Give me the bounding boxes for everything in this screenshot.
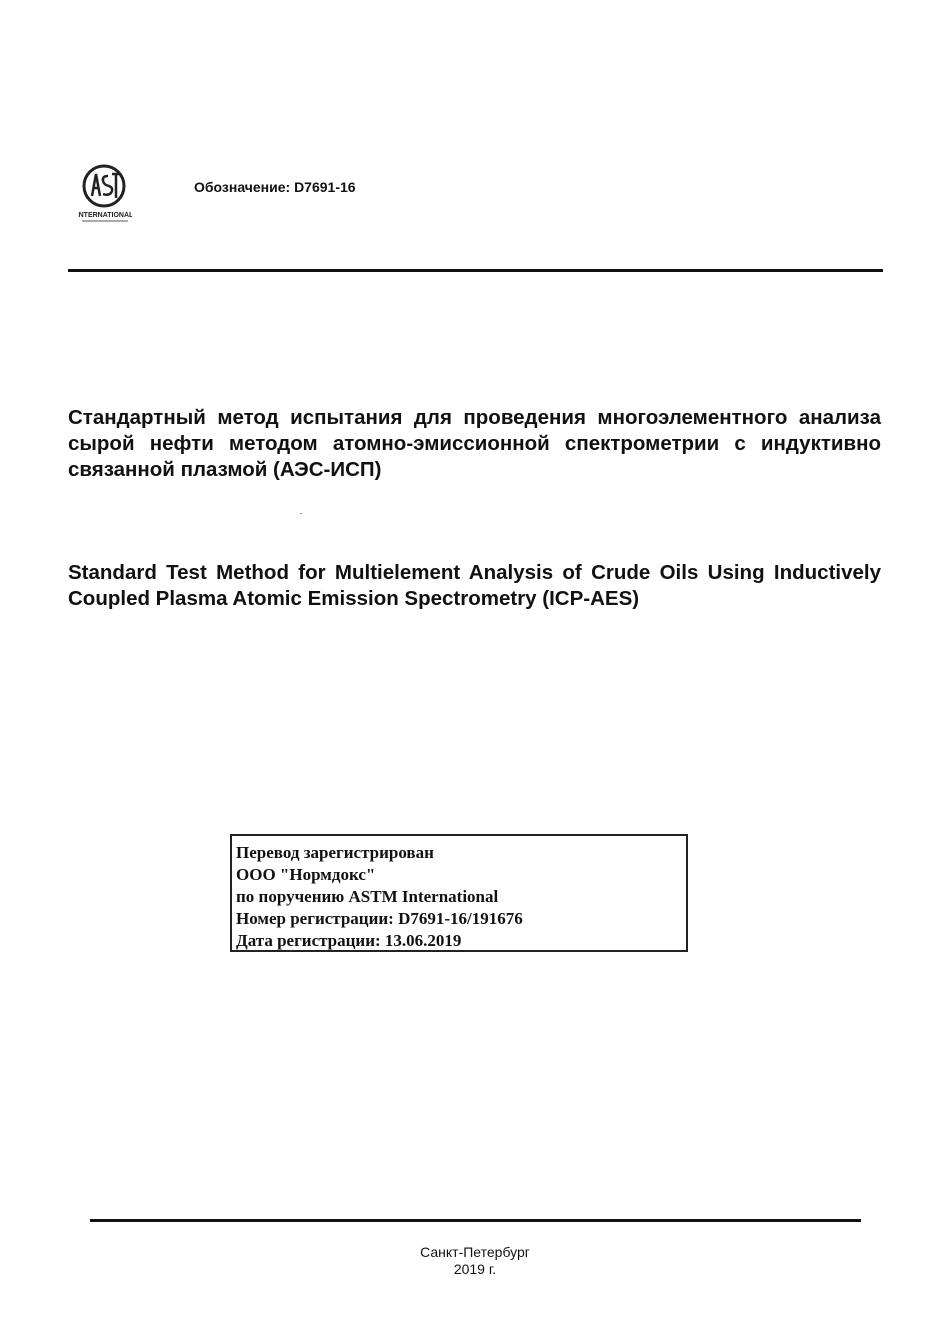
logo-subtext: INTERNATIONAL <box>78 212 132 219</box>
top-divider <box>68 269 883 272</box>
designation: Обозначение: D7691-16 <box>194 179 356 195</box>
footer-city: Санкт-Петербург <box>420 1244 530 1260</box>
bottom-divider <box>90 1219 861 1222</box>
astm-logo <box>78 162 132 224</box>
stray-mark <box>300 513 302 514</box>
title-russian: Стандартный метод испытания для проведения многоэлементного анализа сырой нефти методом атомно-эмиссионной спектрометрии с индуктивно связанной плазмой (АЭС-ИСП) <box>68 406 881 481</box>
registration-box <box>230 834 688 952</box>
registration-line-1: Перевод зарегистрирован <box>236 843 434 862</box>
registration-line-2: ООО "Нормдокс" <box>236 865 376 884</box>
footer <box>0 1244 950 1278</box>
footer-year: 2019 г. <box>453 1261 497 1277</box>
registration-line-4: Номер регистрации: D7691-16/191676 <box>236 909 523 928</box>
registration-line-3: по поручению ASTM International <box>236 887 499 906</box>
registration-line-5: Дата регистрации: 13.06.2019 <box>236 931 462 950</box>
title-english: Standard Test Method for Multielement Analysis of Crude Oils Using Inductively Coupled Plasma Atomic Emission Spectrometry (ICP-AES) <box>68 561 881 610</box>
